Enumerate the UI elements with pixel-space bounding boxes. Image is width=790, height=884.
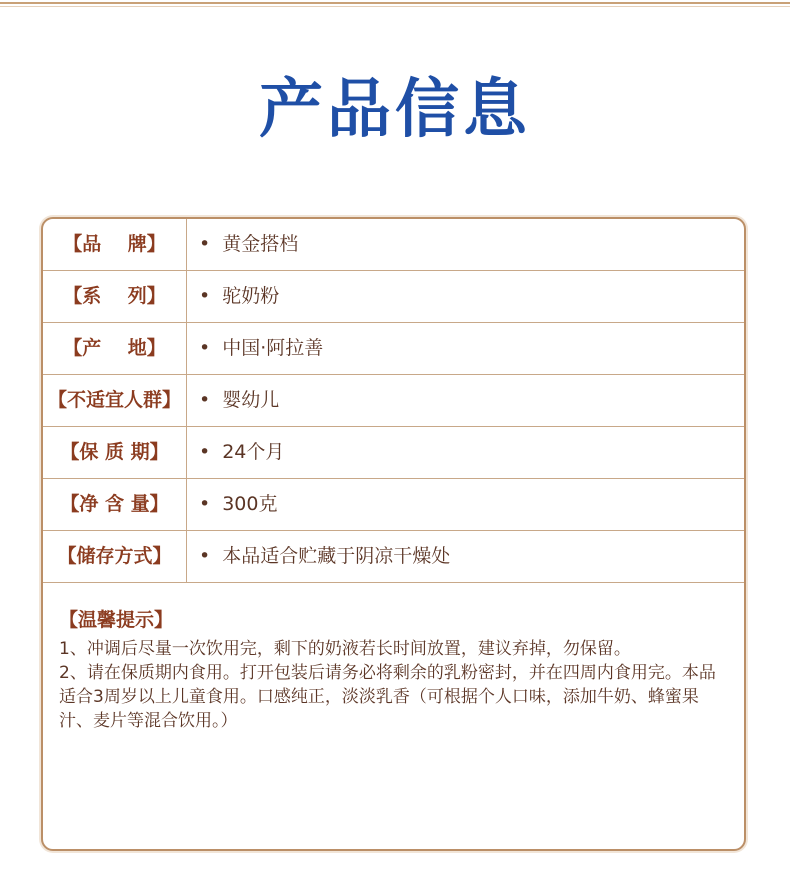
top-decorative-rule-thin (0, 6, 790, 7)
product-info-card (41, 217, 746, 851)
info-row-shelf-life (43, 427, 744, 479)
bullet-icon: • (199, 441, 211, 463)
row-label: 【保 质 期】 (43, 427, 187, 478)
row-value (199, 479, 277, 530)
info-row-origin (43, 323, 744, 375)
row-value-text: 驼奶粉 (222, 285, 280, 307)
bullet-icon: • (199, 337, 211, 359)
info-row-net-content (43, 479, 744, 531)
info-row-brand (43, 219, 744, 271)
row-value (199, 531, 450, 582)
info-row-storage (43, 531, 744, 583)
tip-line-2: 2、请在保质期内食用。打开包装后请务必将剩余的乳粉密封，并在四周内食用完。本品适合3周岁以上儿童食用。口感纯正，淡淡乳香（可根据个人口味，添加牛奶、蜂蜜果汁、麦片等混合饮用。） (59, 663, 716, 731)
row-value-text: 300克 (222, 493, 278, 515)
row-value-text: 本品适合贮藏于阴凉干燥处 (222, 545, 451, 567)
row-label: 【净 含 量】 (43, 479, 187, 530)
row-value-text: 中国·阿拉善 (222, 337, 324, 359)
row-value (199, 271, 279, 322)
row-label: 【不适宜人群】 (43, 375, 187, 426)
row-value (199, 219, 298, 270)
bullet-icon: • (199, 493, 211, 515)
info-row-series (43, 271, 744, 323)
row-value-text: 24个月 (222, 441, 285, 463)
row-label: 【品 牌】 (43, 219, 187, 270)
tips-section (59, 605, 719, 733)
row-label: 【系 列】 (43, 271, 187, 322)
bullet-icon: • (199, 285, 211, 307)
page-title: 产品信息 (259, 73, 531, 147)
bullet-icon: • (199, 389, 211, 411)
tip-line-1: 1、冲调后尽量一次饮用完，剩下的奶液若长时间放置，建议弃掉，勿保留。 (59, 639, 631, 659)
row-value (199, 375, 279, 426)
row-value (199, 427, 284, 478)
row-value-text: 婴幼儿 (222, 389, 280, 411)
row-label: 【储存方式】 (43, 531, 187, 582)
row-value-text: 黄金搭档 (222, 233, 299, 255)
row-value (199, 323, 323, 374)
top-decorative-rule (0, 2, 790, 4)
tips-title: 【温馨提示】 (59, 609, 174, 631)
bullet-icon: • (199, 233, 211, 255)
info-row-unsuitable-group (43, 375, 744, 427)
row-label: 【产 地】 (43, 323, 187, 374)
bullet-icon: • (199, 545, 211, 567)
